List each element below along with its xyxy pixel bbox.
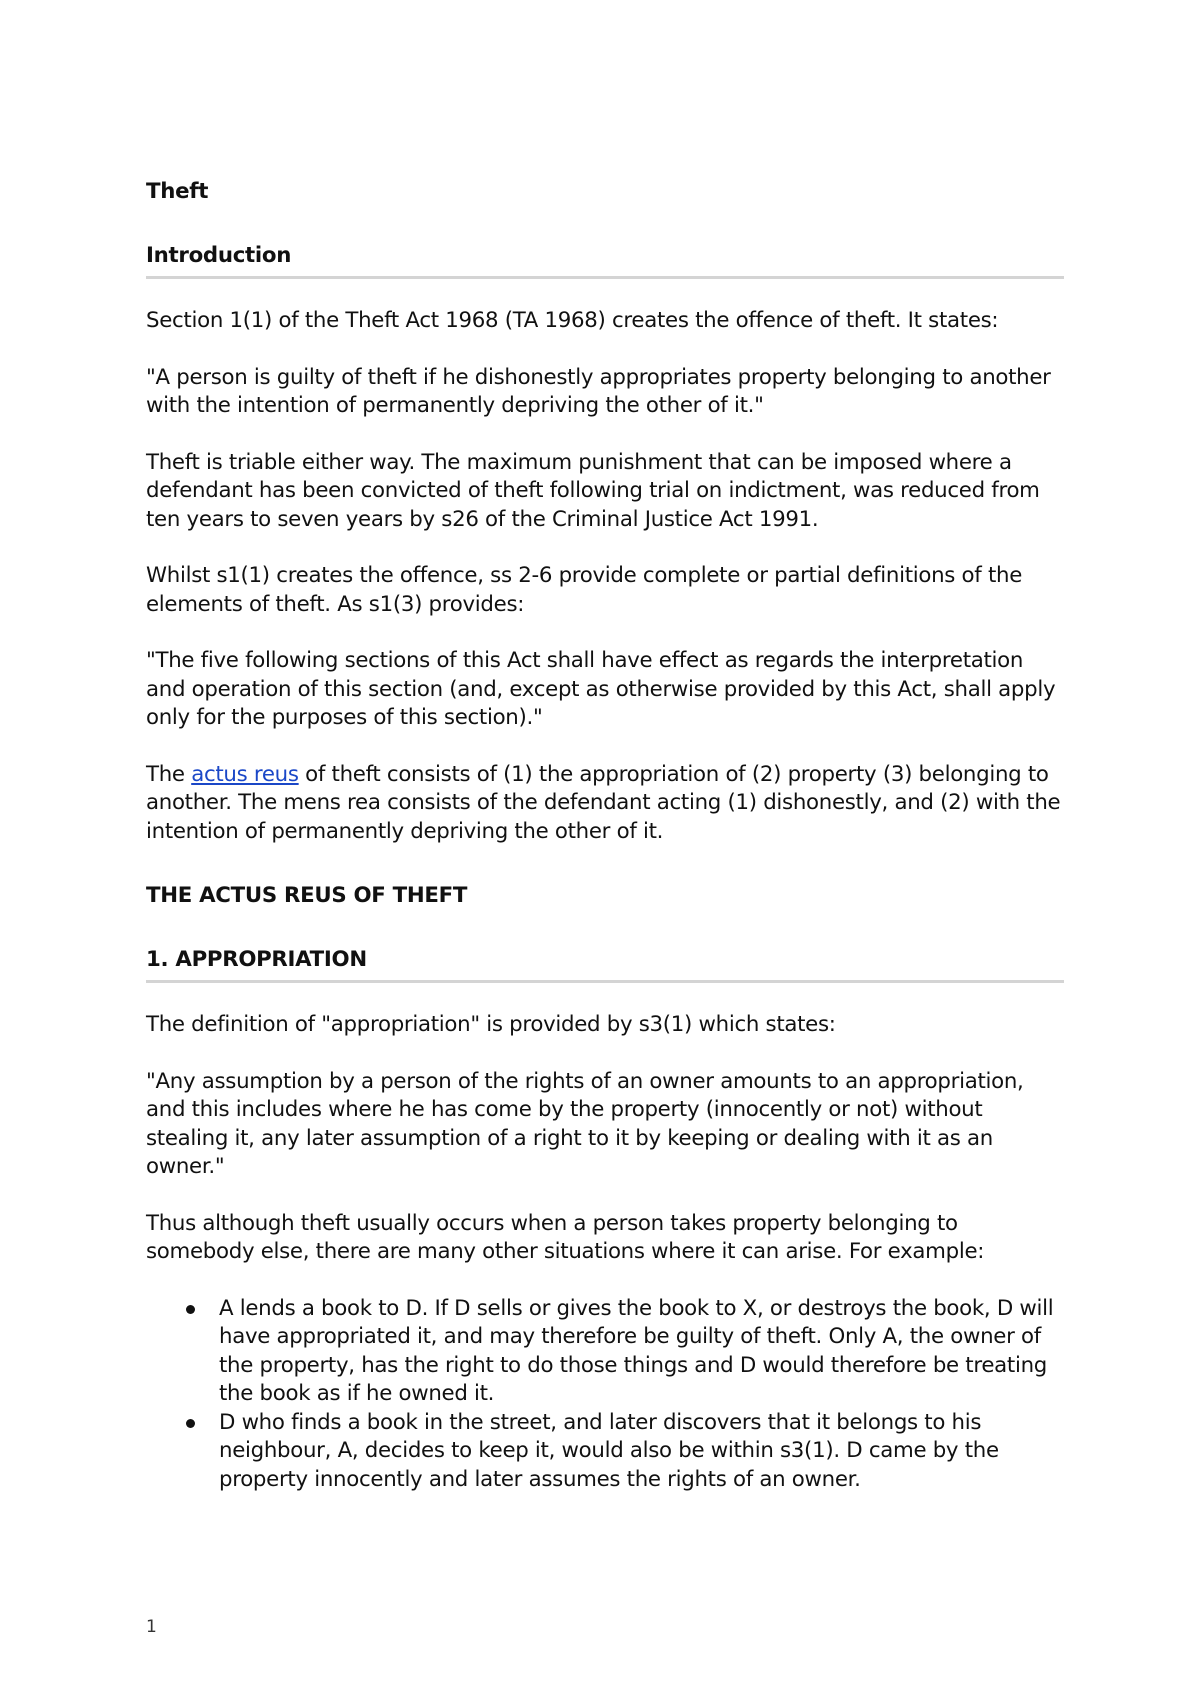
- example-text-1: A lends a book to D. If D sells or gives the book to X, or destroys the book, D will have appropriated it, and may therefore be guilty of theft. Only A, the owner of the property, has the right to do those things and D would therefore be treating the book as if he owned it.: [219, 1295, 1054, 1406]
- actus-reus-text-after: of theft consists of (1) the appropriation of (2) property (3) belonging to another. The mens rea consists of the defendant acting (1) dishonestly, and (2) with the intention of permanently depriving the other of it.: [146, 761, 1061, 844]
- list-item: [146, 1409, 1064, 1495]
- actus-reus-heading: THE ACTUS REUS OF THEFT: [146, 883, 468, 908]
- examples-list: [146, 1295, 1064, 1495]
- actus-reus-paragraph: [146, 761, 1064, 847]
- appropriation-paragraph-1: The definition of "appropriation" is provided by s3(1) which states:: [146, 1012, 836, 1037]
- intro-quote-1: "A person is guilty of theft if he dishonestly appropriates property belonging to another with the intention of permanently depriving the other of it.": [146, 364, 1051, 418]
- document-title: Theft: [146, 179, 209, 204]
- document-body: [146, 178, 1064, 1494]
- actus-reus-link[interactable]: actus reus: [191, 761, 299, 787]
- example-text-2: D who finds a book in the street, and later discovers that it belongs to his neighbour, A, decides to keep it, would also be within s3(1). D came by the property innocently and later assumes the rights of an owner.: [219, 1409, 999, 1492]
- intro-quote-2: "The five following sections of this Act shall have effect as regards the interpretation and operation of this section (and, except as otherwise provided by this Act, shall apply only for the purposes of this section).": [146, 648, 1056, 730]
- intro-paragraph-1: Section 1(1) of the Theft Act 1968 (TA 1968) creates the offence of theft. It states:: [146, 308, 999, 333]
- bullet-icon: [186, 1305, 195, 1314]
- appropriation-quote: "Any assumption by a person of the rights of an owner amounts to an appropriation, and this includes where he has come by the property (innocently or not) without stealing it, any later assumption of a right to it by keeping or dealing with it as an owner.": [146, 1068, 1024, 1179]
- intro-paragraph-2: Theft is triable either way. The maximum punishment that can be imposed where a defendant has been convicted of theft following trial on indictment, was reduced from ten years to seven years by s26 of the Criminal Justice Act 1991.: [146, 449, 1040, 532]
- actus-reus-text-before: The: [146, 761, 192, 787]
- page-number: 1: [146, 1617, 157, 1637]
- list-item: [146, 1295, 1064, 1409]
- appropriation-paragraph-2: Thus although theft usually occurs when a person takes property belonging to somebody else, there are many other situations where it can arise. For example:: [146, 1210, 985, 1264]
- introduction-heading: Introduction: [146, 242, 1064, 279]
- appropriation-heading: 1. APPROPRIATION: [146, 946, 1064, 983]
- intro-paragraph-3: Whilst s1(1) creates the offence, ss 2-6 provide complete or partial definitions of the elements of theft. As s1(3) provides:: [146, 563, 1023, 617]
- bullet-icon: [186, 1419, 195, 1428]
